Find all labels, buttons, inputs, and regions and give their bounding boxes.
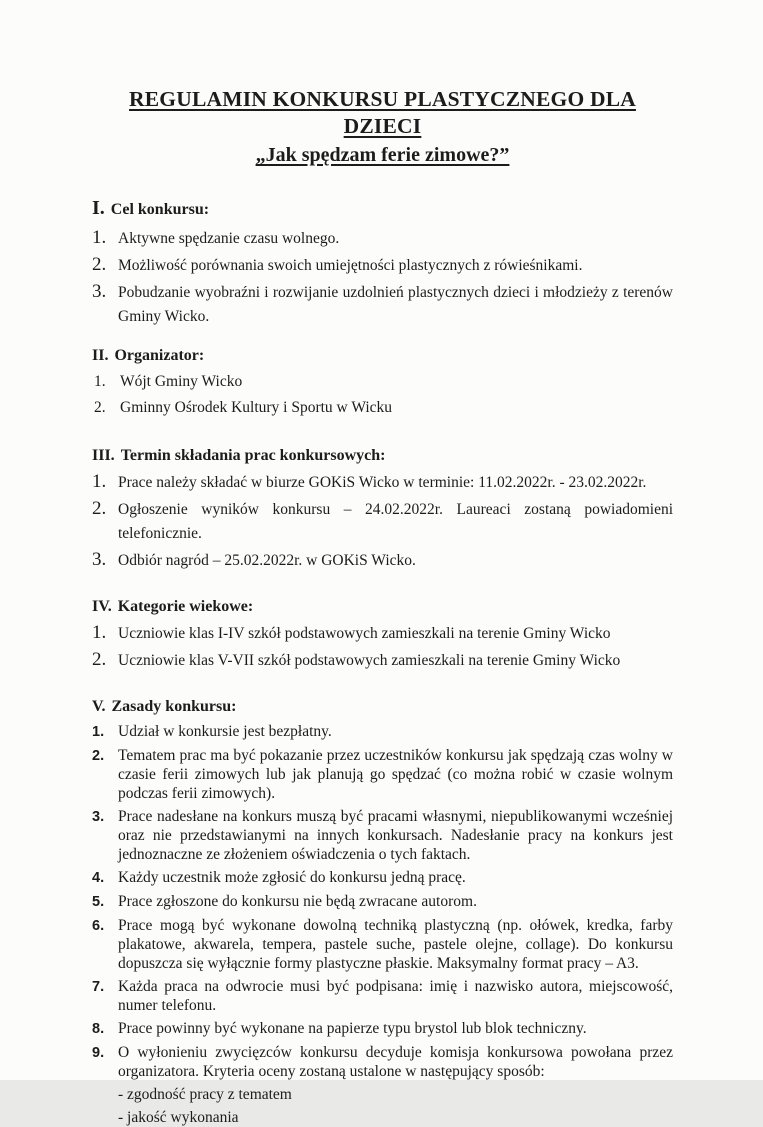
item-number: 2. [92, 747, 105, 764]
item-number: 1. [92, 622, 107, 644]
section-heading-text: Termin składania prac konkursowych: [120, 446, 386, 464]
document-title [92, 86, 673, 168]
item-number: 2. [94, 398, 106, 416]
item-text: Możliwość porównania swoich umiejętności plastycznych z rówieśnikami. [118, 256, 583, 274]
item-text: Odbiór nagród – 25.02.2022r. w GOKiS Wicko. [118, 552, 416, 570]
list-item [92, 722, 673, 742]
list-item [92, 746, 673, 803]
item-text: Prace należy składać w biurze GOKiS Wicko w terminie: 11.02.2022r. - 23.02.2022r. [118, 474, 647, 492]
section-zasady-konkursu [92, 695, 673, 1126]
item-number: 4. [92, 869, 105, 886]
section-termin-skladania [92, 444, 673, 573]
list-item [92, 977, 673, 1015]
list-item [92, 1043, 673, 1081]
item-number: 3. [92, 808, 105, 825]
list-item [92, 1019, 673, 1039]
item-text: Pobudzanie wyobraźni i rozwijanie uzdolnień plastycznych dzieci i młodzieży z terenów Gminy Wicko. [118, 283, 673, 325]
item-text: Każdy uczestnik może zgłosić do konkursu jedną pracę. [118, 868, 466, 886]
section-cel-konkursu [92, 194, 673, 329]
list-item [92, 916, 673, 973]
item-number: 5. [92, 893, 105, 910]
list-item [92, 253, 673, 278]
list-item [92, 370, 673, 394]
item-number: 3. [92, 549, 107, 571]
list-item [92, 280, 673, 329]
section-heading [92, 695, 673, 718]
section-numeral: IV. [92, 598, 112, 616]
list-item [92, 470, 673, 495]
item-number: 1. [92, 723, 105, 740]
section-heading-text: Kategorie wiekowe: [117, 598, 254, 616]
list-item [92, 892, 673, 912]
item-number: 1. [92, 226, 107, 248]
item-number: 3. [92, 280, 107, 302]
item-number: 1. [94, 372, 106, 390]
item-text: Udział w konkursie jest bezpłatny. [118, 722, 332, 740]
section-heading-text: Cel konkursu: [110, 200, 210, 218]
title-line-2: „Jak spędzam ferie zimowe?” [255, 143, 510, 166]
item-text: Prace mogą być wykonane dowolną techniką plastyczną (np. ołówek, kredka, farby plakatowe, akwarela, tempera, pastele suche, pastele olejne, collage). Do konkursu dopuszcza się wyłącznie formy plastyczne płaskie. Maksymalny format pracy – A3. [118, 916, 673, 972]
section-heading [92, 444, 673, 467]
list-item [92, 648, 673, 673]
section-heading [92, 194, 673, 223]
section-numeral: II. [92, 346, 109, 364]
criterion: - jakość wykonania [118, 1108, 239, 1126]
item-number: 8. [92, 1020, 105, 1037]
section-heading [92, 344, 673, 367]
section-numeral: V. [92, 698, 106, 716]
item-number: 9. [92, 1044, 105, 1061]
item-number: 2. [92, 498, 107, 520]
list-item [92, 868, 673, 888]
item-text: Tematem prac ma być pokazanie przez uczestników konkursu jak spędzają czas wolny w czasie ferii zimowych lub jak planują go spędzać (co można robić w czasie wolnym podczas ferii zimowych). [118, 746, 673, 802]
item-text: Wójt Gminy Wicko [120, 372, 243, 390]
item-number: 2. [92, 253, 107, 275]
item-number: 2. [92, 649, 107, 671]
criterion: - zgodność pracy z tematem [118, 1085, 292, 1103]
title-line-1: REGULAMIN KONKURSU PLASTYCZNEGO DLA DZIECI [129, 87, 636, 138]
item-text: Aktywne spędzanie czasu wolnego. [118, 229, 340, 247]
item-text: Gminny Ośrodek Kultury i Sportu w Wicku [120, 398, 393, 416]
item-text: Prace zgłoszone do konkursu nie będą zwracane autorom. [118, 892, 477, 910]
item-text: Uczniowie klas I-IV szkół podstawowych zamieszkali na terenie Gminy Wicko [118, 625, 611, 643]
section-numeral: III. [92, 446, 115, 464]
list-item [92, 497, 673, 546]
section-heading-text: Zasady konkursu: [111, 698, 237, 716]
item-number: 7. [92, 978, 105, 995]
item-text: Prace nadesłane na konkurs muszą być pracami własnymi, niepublikowanymi wcześniej oraz nie przedstawianymi na innych konkursach. Nadesłanie pracy na konkurs jest jednoznaczne ze złożeniem oświadczenia o tych faktach. [118, 807, 673, 863]
section-heading [92, 595, 673, 618]
item-text: Każda praca na odwrocie musi być podpisana: imię i nazwisko autora, miejscowość, numer telefonu. [118, 977, 673, 1014]
list-item [92, 548, 673, 573]
section-organizator [92, 344, 673, 420]
item-text: Prace powinny być wykonane na papierze typu brystol lub blok techniczny. [118, 1019, 587, 1037]
section-kategorie-wiekowe [92, 595, 673, 673]
list-item [92, 226, 673, 251]
item-text: Uczniowie klas V-VII szkół podstawowych zamieszkali na terenie Gminy Wicko [118, 652, 621, 670]
list-item [92, 621, 673, 646]
section-heading-text: Organizator: [114, 346, 205, 364]
list-item [92, 807, 673, 864]
item-number: 1. [92, 471, 107, 493]
item-text: O wyłonieniu zwycięzców konkursu decyduje komisja konkursowa powołana przez organizatora. Kryteria oceny zostaną ustalone w następujący sposób: [118, 1043, 673, 1080]
list-item [92, 396, 673, 420]
item-number: 6. [92, 917, 105, 934]
section-numeral: I. [92, 196, 105, 219]
item-text: Ogłoszenie wyników konkursu – 24.02.2022r. Laureaci zostaną powiadomieni telefonicznie. [118, 501, 673, 543]
